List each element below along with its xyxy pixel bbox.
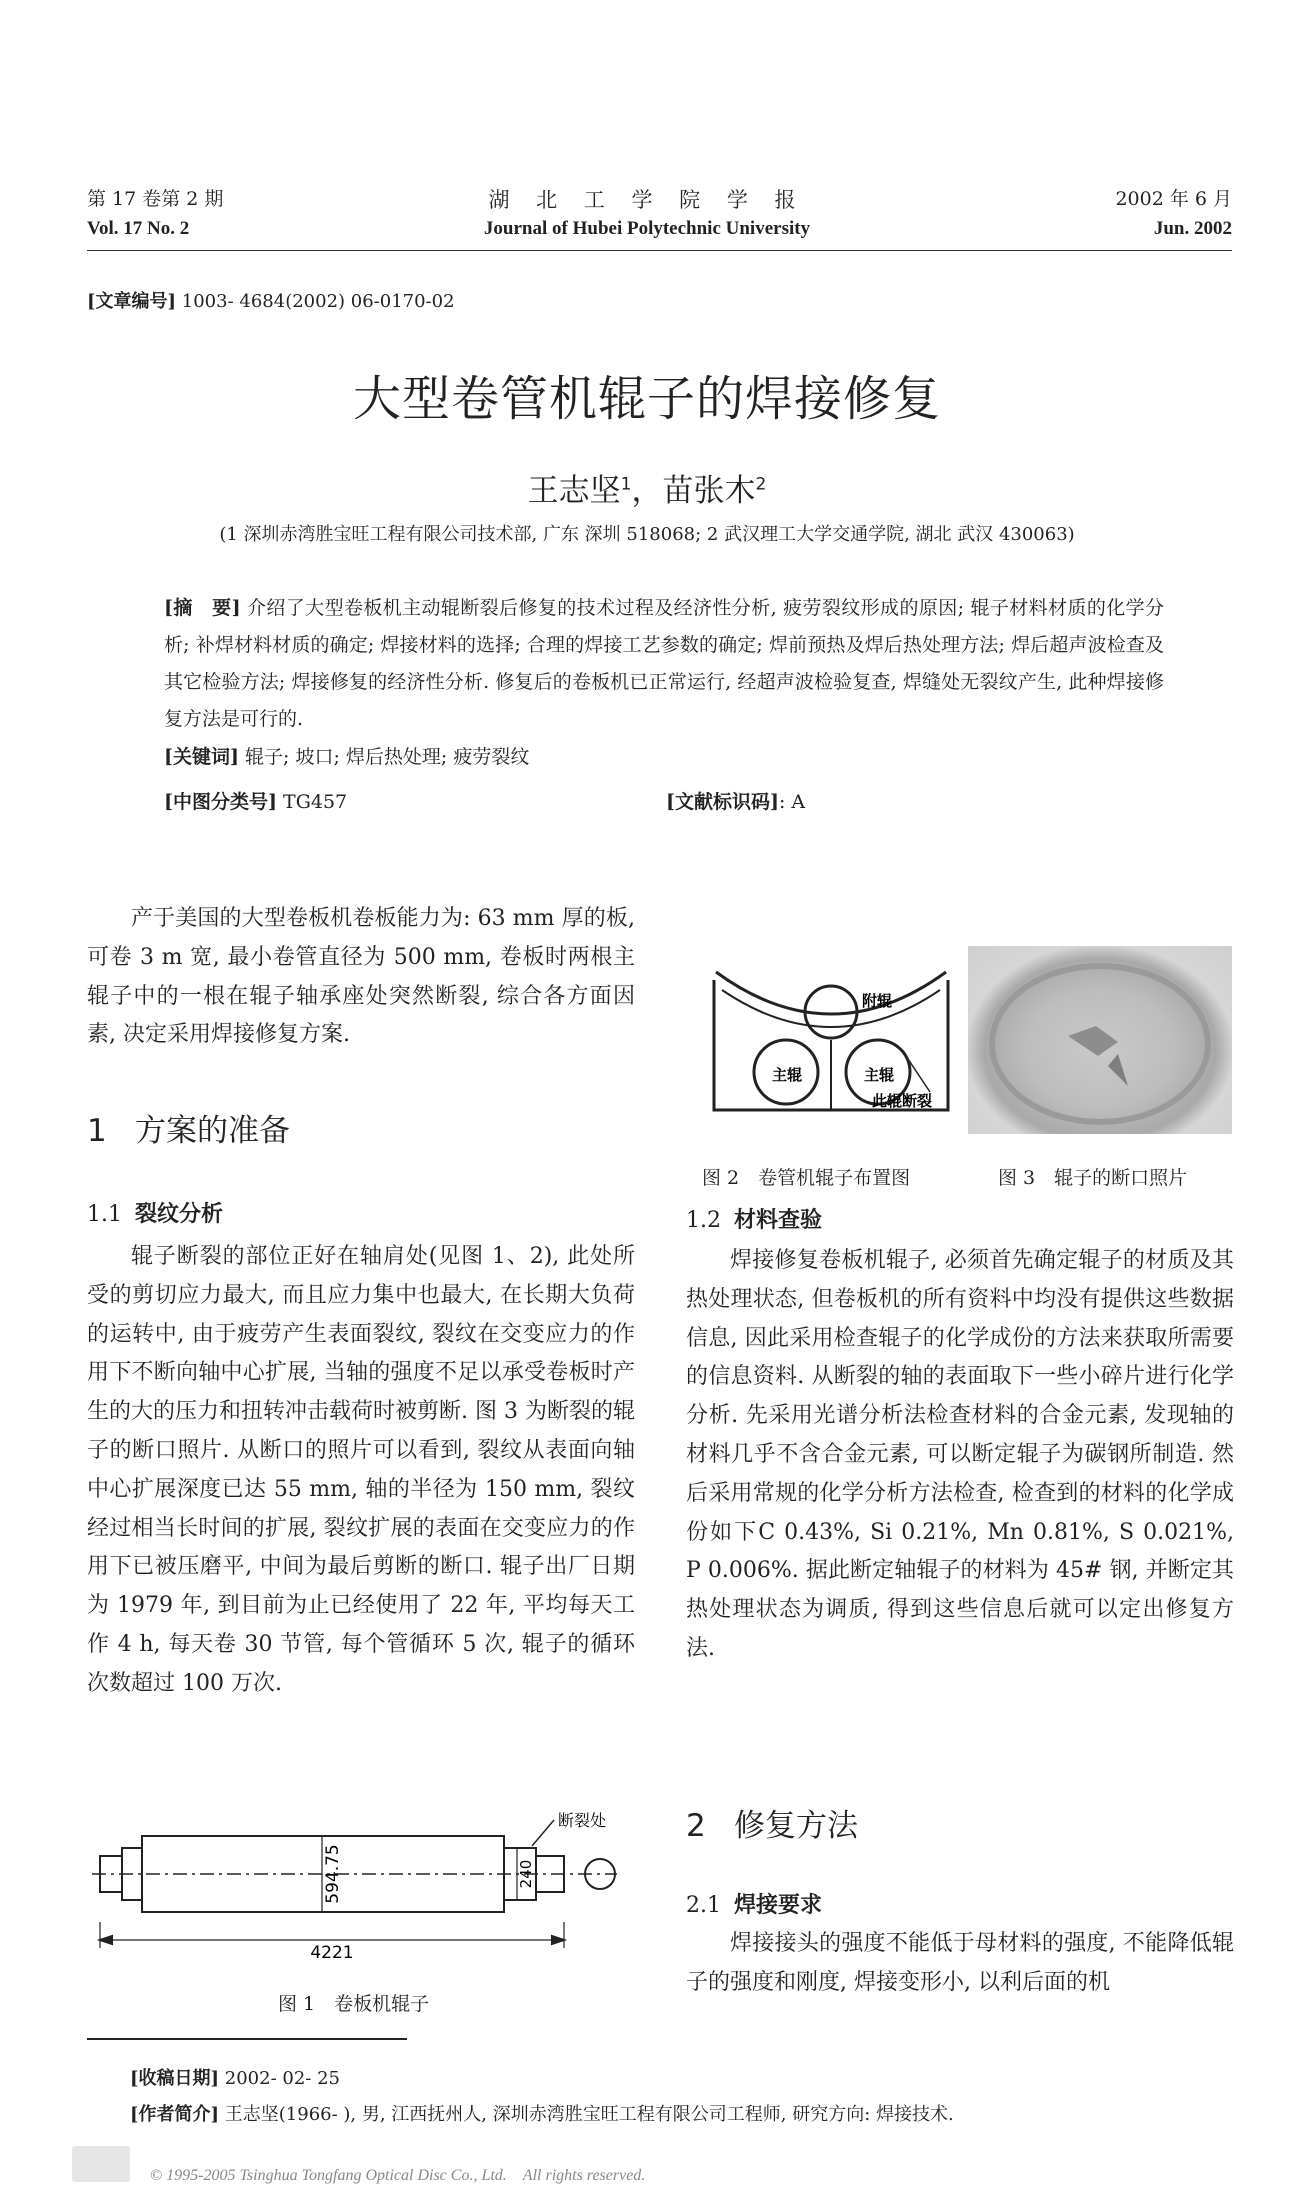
section-2-1-heading: 2.1 焊接要求 bbox=[686, 1893, 823, 1918]
section-2-1-body: 焊接接头的强度不能低于母材料的强度, 不能降低辊子的强度和刚度, 焊接变形小, 以利后面的机 bbox=[686, 1931, 1234, 1995]
abstract-label: [摘 要] bbox=[164, 597, 241, 619]
figure-2-main-roller-1-label: 主辊 bbox=[772, 1066, 803, 1084]
footnote-rule bbox=[87, 2038, 407, 2040]
article-number bbox=[87, 287, 455, 313]
abstract bbox=[164, 590, 1164, 738]
date-cn: 2002 年 6 月 bbox=[1115, 188, 1232, 210]
section-1-2-body: 焊接修复卷板机辊子, 必须首先确定辊子的材质及其热处理状态, 但卷板机的所有资料中均没有提供这些数据信息, 因此采用检查辊子的化学成份的方法来获取所需要的信息资料. 从断裂的轴的表面取下一些小碎片进行化学分析. 先采用光谱分析法检查材料的合金元素, 发现轴的材料几乎不含合金元素, 可以断定辊子为碳钢所制造. 然后采用常规的化学分析方法检查, 检查到的材料的化学成份如下C 0.43%, Si 0.21%, Mn 0.81%, S 0.021%, P 0.006%. 据此断定轴辊子的材料为 45# 钢, 并断定其热处理状态为调质, 得到这些信息后就可以定出修复方法. bbox=[686, 1248, 1234, 1661]
author-separator: ， bbox=[631, 473, 663, 509]
footnote-received: [收稿日期] 2002- 02- 25 bbox=[130, 2068, 340, 2089]
article-number-value: 1003- 4684(2002) 06-0170-02 bbox=[176, 291, 455, 312]
figure-1-break-label: 断裂处 bbox=[558, 1812, 607, 1830]
author-1-mark: 1 bbox=[620, 474, 632, 495]
volume-issue-cn: 第 17 卷第 2 期 bbox=[87, 188, 224, 210]
figure-1-length-label: 4221 bbox=[310, 1943, 354, 1962]
section-1-1-body: 辊子断裂的部位正好在轴肩处(见图 1、2), 此处所受的剪切应力最大, 而且应力集中也最大, 在长期大负荷的运转中, 由于疲劳产生表面裂纹, 裂纹在交变应力的作用下不断向轴中心扩展, 当轴的强度不足以承受卷板时产生的大的压力和扭转冲击载荷时被剪断. 图 3 为断裂的辊子的断口照片. 从断口的照片可以看到, 裂纹从表面向轴中心扩展深度已达 55 mm, 轴的半径为 150 mm, 裂纹经过相当长时间的扩展, 裂纹扩展的表面在交变应力的作用下已被压磨平, 中间为最后剪断的断口. 辊子出厂日期为 1979 年, 到目前为止已经使用了 22 年, 平均每天工作 4 h, 每天卷 30 节管, 每个管循环 5 次, 辊子的循环次数超过 100 万次. bbox=[87, 1244, 635, 1696]
figure-1-diameter-label: 594.75 bbox=[323, 1844, 343, 1904]
doc-code-label: [文献标识码] bbox=[666, 791, 779, 813]
section-2-heading: 2 修复方法 bbox=[686, 1808, 858, 1844]
intro-paragraph: 产于美国的大型卷板机卷板能力为: 63 mm 厚的板, 可卷 3 m 宽, 最小卷管直径为 500 mm, 卷板时两根主辊子中的一根在辊子轴承座处突然断裂, 综合各方面因素, 决定采用焊接修复方案. bbox=[87, 906, 635, 1048]
fracture-photo-texture bbox=[968, 946, 1232, 1134]
article-number-label: [文章编号] bbox=[87, 291, 177, 312]
volume-issue-en: Vol. 17 No. 2 bbox=[87, 218, 190, 239]
figure-3-caption: 图 3 辊子的断口照片 bbox=[998, 1167, 1188, 1189]
author-2: 苗张木 bbox=[662, 473, 756, 509]
author-line bbox=[0, 465, 1294, 510]
figure-2-aux-roller-label: 附辊 bbox=[862, 992, 893, 1010]
keywords-text: 辊子; 坡口; 焊后热处理; 疲劳裂纹 bbox=[238, 746, 530, 768]
keywords-label: [关键词] bbox=[164, 746, 239, 768]
author-2-mark: 2 bbox=[755, 474, 767, 495]
abstract-text: 介绍了大型卷板机主动辊断裂后修复的技术过程及经济性分析, 疲劳裂纹形成的原因; 辊子材料材质的化学分析; 补焊材料材质的确定; 焊接材料的选择; 合理的焊接工艺参数的确定; 焊前预热及焊后热处理方法; 焊后超声波检查及其它检验方法; 焊接修复的经济性分析. 修复后的卷板机已正常运行, 经超声波检验复查, 焊缝处无裂纹产生, 此种焊接修复方法是可行的. bbox=[164, 597, 1165, 730]
figure-2-break-label: 此辊断裂 bbox=[872, 1092, 933, 1110]
figure-2-roller-arrangement bbox=[712, 960, 950, 1130]
footnote-author: [作者简介] 王志坚(1966- ), 男, 江西抚州人, 深圳赤湾胜宝旺工程有限公司工程师, 研究方向: 焊接技术. bbox=[130, 2104, 954, 2125]
clc-number bbox=[164, 787, 347, 814]
header-rule bbox=[87, 250, 1232, 251]
section-1-2-heading: 1.2 材料查验 bbox=[686, 1208, 823, 1233]
section-1-heading: 1 方案的准备 bbox=[87, 1113, 290, 1149]
journal-name-cn: 湖 北 工 学 院 学 报 bbox=[488, 188, 806, 212]
journal-name-en: Journal of Hubei Polytechnic University bbox=[483, 218, 811, 239]
figure-2-caption: 图 2 卷管机辊子布置图 bbox=[702, 1167, 911, 1189]
figure-1-neck-label: 240 bbox=[517, 1859, 535, 1889]
date-en: Jun. 2002 bbox=[1153, 218, 1232, 239]
clc-label: [中图分类号] bbox=[164, 791, 277, 813]
clc-text: TG457 bbox=[276, 791, 348, 813]
keywords bbox=[164, 742, 529, 769]
figure-3-fracture-photo bbox=[968, 946, 1232, 1134]
author-1: 王志坚 bbox=[527, 473, 621, 509]
copyright-notice: © 1995-2005 Tsinghua Tongfang Optical Disc Co., Ltd. All rights reserved. bbox=[150, 2167, 646, 2184]
section-1-1-heading: 1.1 裂纹分析 bbox=[87, 1202, 224, 1227]
figure-2-main-roller-2-label: 主辊 bbox=[864, 1066, 895, 1084]
paper-title: 大型卷管机辊子的焊接修复 bbox=[352, 371, 941, 427]
cnki-logo bbox=[72, 2146, 130, 2182]
affiliation: (1 深圳赤湾胜宝旺工程有限公司技术部, 广东 深圳 518068; 2 武汉理工大学交通学院, 湖北 武汉 430063) bbox=[219, 524, 1075, 545]
figure-1-caption: 图 1 卷板机辊子 bbox=[278, 1993, 430, 2015]
doc-code-text: : A bbox=[778, 791, 806, 813]
figure-1-roller-drawing bbox=[92, 1812, 632, 1962]
document-code bbox=[666, 787, 805, 814]
